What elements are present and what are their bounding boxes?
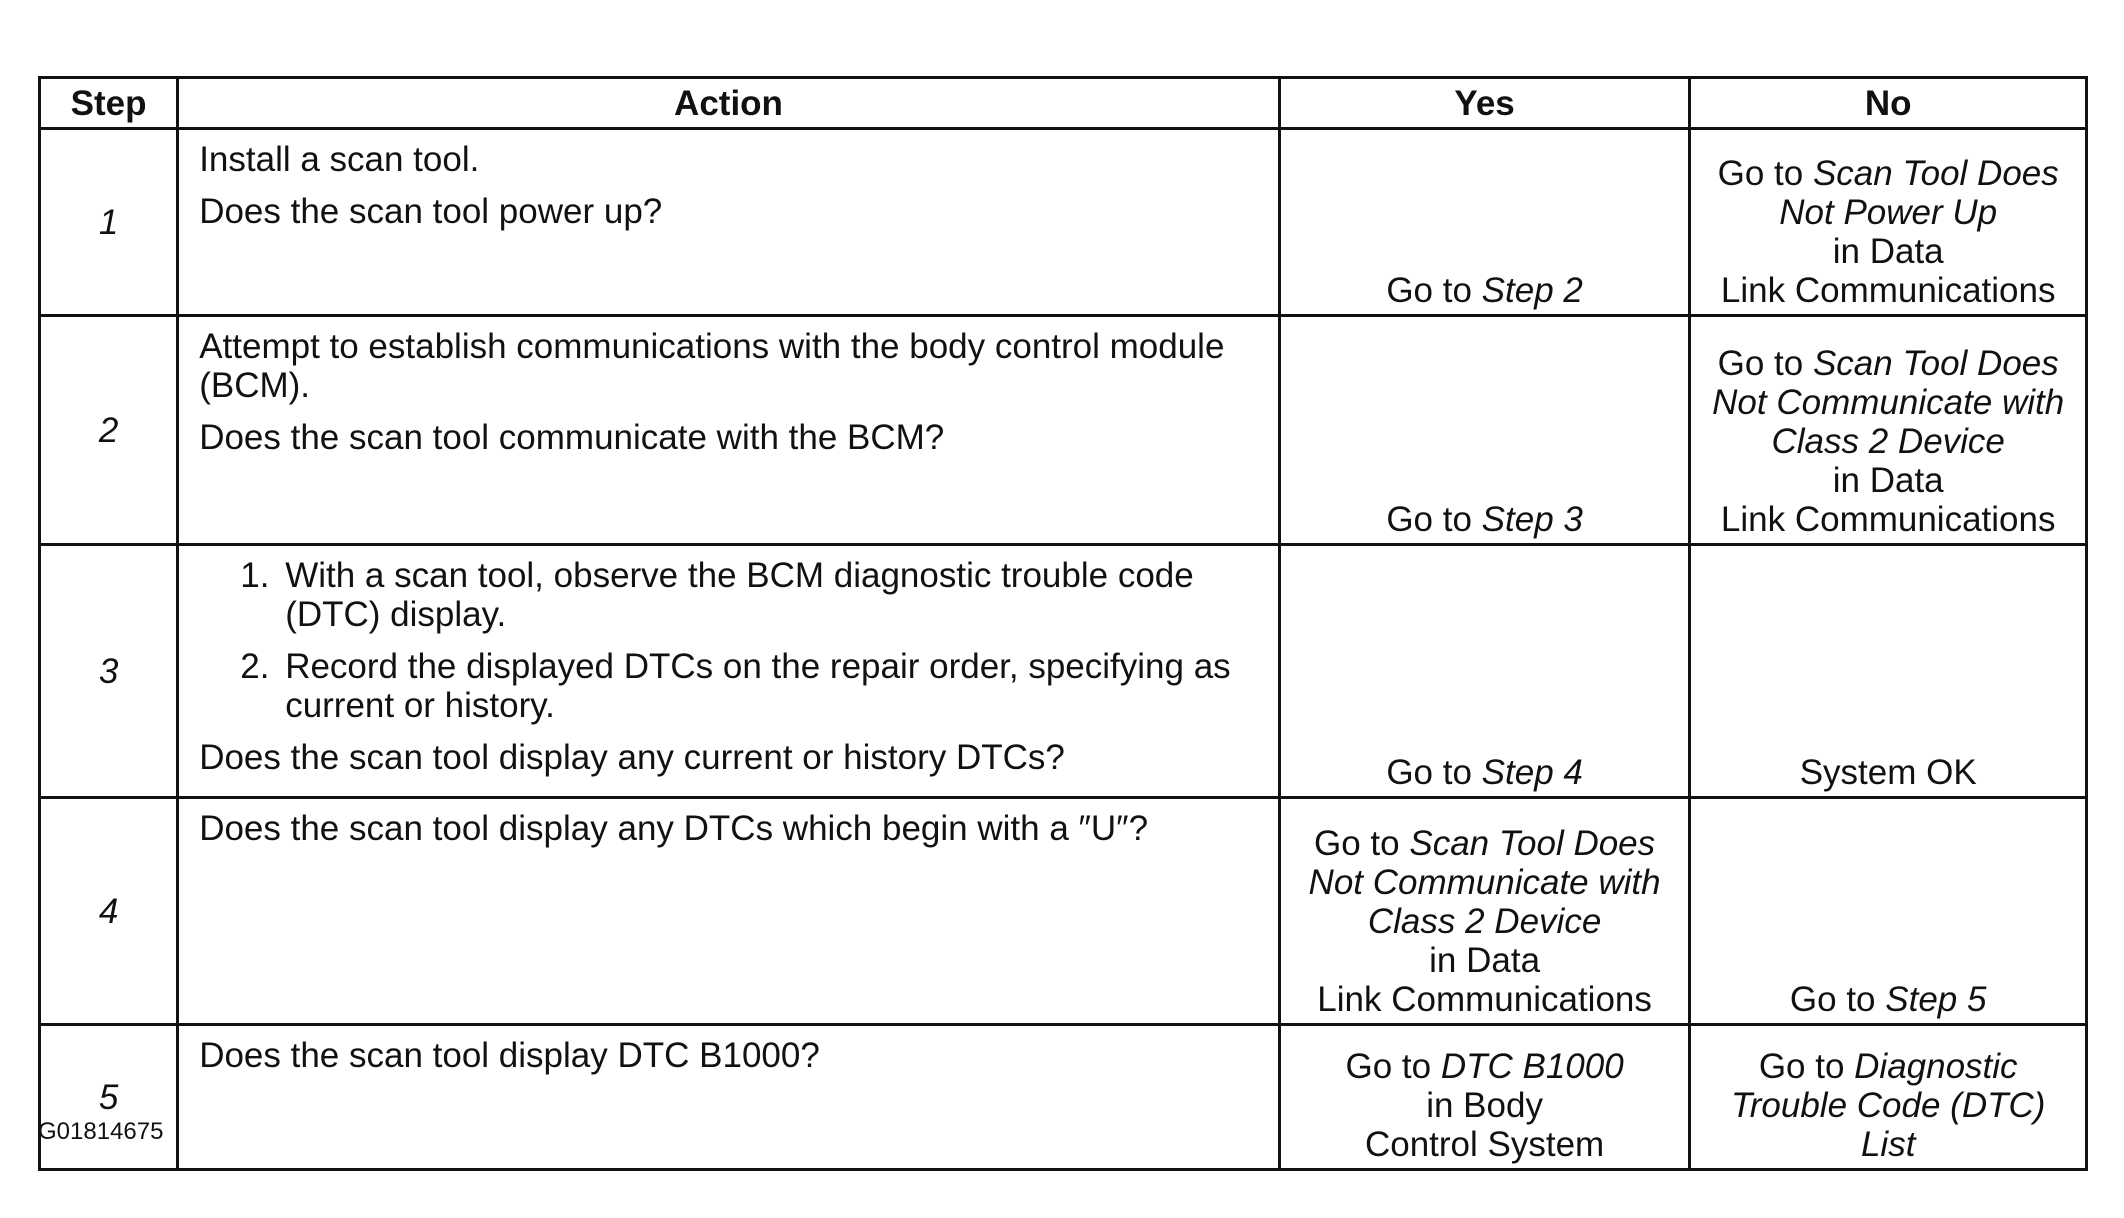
yes-cell [1279,798,1690,1025]
yes-link[interactable]: Step 2 [1481,271,1583,310]
no-link[interactable]: Diagnostic [1854,1047,2018,1086]
action-question: Does the scan tool display DTC B1000? [199,1036,820,1075]
action-step-item: 2. Record the displayed DTCs on the repair order, specifying as current or history. [279,647,1258,725]
yes-prefix: Go to [1386,271,1482,310]
action-text: Attempt to establish communications with the body control module (BCM). [199,327,1225,405]
figure-id: G01814675 [38,1118,164,1145]
no-prefix: Go to [1717,154,1813,193]
yes-link[interactable]: Not Communicate with [1308,863,1661,902]
no-link[interactable]: Step 5 [1885,980,1987,1019]
header-action: Action [178,78,1280,129]
yes-link[interactable]: Step 4 [1481,753,1583,792]
yes-link[interactable]: Class 2 Device [1367,902,1602,941]
step-number: 1 [40,129,178,316]
no-link[interactable]: Not Communicate with [1712,383,2065,422]
header-step: Step [40,78,178,129]
yes-prefix: Go to [1386,753,1482,792]
action-cell [178,798,1280,1025]
no-link[interactable]: Scan Tool Does [1812,154,2059,193]
action-question: Does the scan tool display any current or history DTCs? [199,738,1065,777]
header-yes: Yes [1279,78,1690,129]
yes-cell [1279,545,1690,798]
header-row [40,78,2087,129]
no-link[interactable]: Scan Tool Does [1812,344,2059,383]
no-suffix: Link Communications [1720,500,2056,539]
yes-link[interactable]: Scan Tool Does [1409,824,1656,863]
action-cell [178,129,1280,316]
no-result-text: System OK [1799,753,1977,792]
yes-suffix: in Data [1429,941,1541,980]
yes-cell [1279,1025,1690,1170]
yes-prefix: Go to [1345,1047,1441,1086]
header-no: No [1690,78,2087,129]
action-question: Does the scan tool communicate with the BCM? [199,418,945,457]
no-prefix: Go to [1789,980,1886,1019]
table-row [40,545,2087,798]
yes-link[interactable]: DTC B1000 [1440,1047,1624,1086]
step-number: 5 [40,1025,178,1170]
yes-link[interactable]: Step 3 [1481,500,1583,539]
yes-cell [1279,129,1690,316]
action-text: Install a scan tool. [199,140,480,179]
action-cell [178,1025,1280,1170]
no-cell [1690,798,2087,1025]
action-question: Does the scan tool display any DTCs which begin with a ″U″? [199,809,1149,848]
yes-suffix: in Body [1426,1086,1543,1125]
no-link[interactable]: Trouble Code (DTC) [1730,1086,2046,1125]
yes-suffix: Link Communications [1317,980,1652,1019]
action-step-item: 1. With a scan tool, observe the BCM diagnostic trouble code (DTC) display. [279,556,1258,634]
yes-cell [1279,316,1690,545]
action-steps-list [199,556,1258,725]
no-link[interactable]: List [1860,1125,1916,1164]
yes-prefix: Go to [1386,500,1482,539]
table-row [40,129,2087,316]
no-cell [1690,545,2087,798]
step-number: 4 [40,798,178,1025]
yes-suffix: Control System [1364,1125,1605,1164]
no-suffix: in Data [1832,232,1944,271]
yes-prefix: Go to [1314,824,1410,863]
no-prefix: Go to [1758,1047,1855,1086]
action-question: Does the scan tool power up? [199,192,663,231]
no-prefix: Go to [1717,344,1813,383]
step-number: 3 [40,545,178,798]
no-cell [1690,129,2087,316]
step-number: 2 [40,316,178,545]
action-cell [178,316,1280,545]
no-suffix: in Data [1832,461,1944,500]
no-cell [1690,1025,2087,1170]
action-cell [178,545,1280,798]
table-row [40,798,2087,1025]
no-suffix: Link Communications [1720,271,2056,310]
table-row [40,316,2087,545]
table-row [40,1025,2087,1170]
no-link[interactable]: Class 2 Device [1771,422,2005,461]
no-link[interactable]: Not Power Up [1779,193,1998,232]
no-cell [1690,316,2087,545]
diagnostic-table [38,76,2088,1171]
